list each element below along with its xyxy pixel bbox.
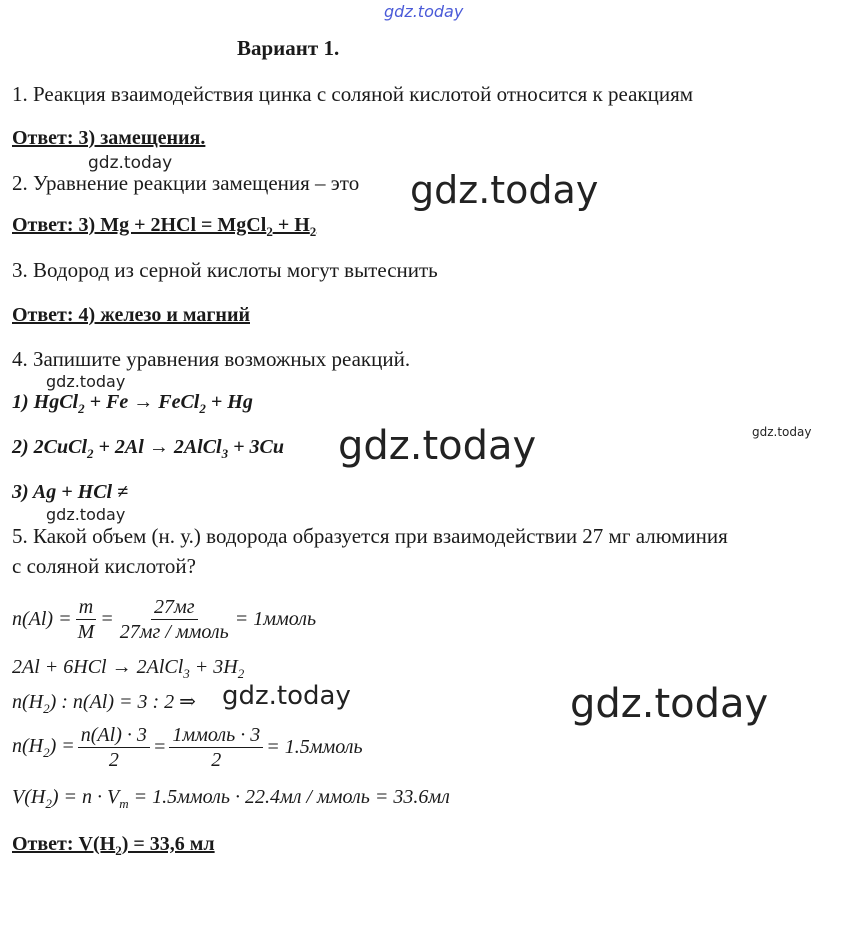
reaction-2 [12,436,284,462]
formula-3 [12,689,196,717]
equals-sign-2: = [152,736,167,758]
formula-2-a: 2Al + 6HCl → 2AlCl [12,656,184,678]
page-title: Вариант 1. [237,36,340,60]
watermark-large-1: gdz.today [410,168,599,212]
fraction-1mmol-den: 2 [211,749,222,771]
formula-3-a: n(H [12,691,44,713]
reaction-2-s1: 2 [87,446,94,461]
answer-5-s: 2 [115,843,122,858]
equals-sign: = [100,608,114,630]
question-5-line-2: с соляной кислотой? [12,554,196,578]
formula-4-lhs [12,735,75,761]
watermark-large-2: gdz.today [338,423,537,469]
reaction-1-c: + Hg [205,391,253,413]
formula-4-s: 2 [43,744,50,760]
formula-5-c: = 1.5ммоль · 22.4мл / ммоль = 33.6мл [128,786,450,808]
watermark-small-4: gdz.today [46,505,126,524]
watermark-medium: gdz.today [222,681,351,711]
formula-1 [12,596,316,643]
formula-5-b: ) = n · V [51,786,120,808]
reaction-1-s2: 2 [199,401,206,416]
fraction-1mmol-times-3 [169,724,263,771]
answer-5-a: Ответ: V(H [12,833,116,855]
fraction-molar: 27мг / ммоль [119,621,229,643]
watermark-large-3: gdz.today [570,681,769,727]
formula-4-b: ) = [49,734,75,757]
fraction-nal-times-3 [78,724,150,771]
fraction-m-over-M [75,596,98,643]
answer-2 [12,214,316,240]
question-4: 4. Запишите уравнения возможных реакций. [12,347,411,371]
formula-2-s2: 2 [237,666,245,681]
question-3: 3. Водород из серной кислоты могут вытеснить [12,258,438,282]
fraction-m: m [76,596,96,620]
fraction-mass: 27мг [151,596,198,620]
answer-5-b: ) = 33,6 мл [121,833,215,855]
fraction-M: M [77,621,95,643]
formula-4 [12,724,363,771]
fraction-nal-num: n(Al) · 3 [78,724,150,748]
reaction-2-s2: 3 [221,446,229,461]
reaction-2-a: 2) 2CuCl [12,436,88,458]
formula-2-s1: 3 [183,666,190,681]
formula-5-s1: 2 [45,796,52,811]
question-1: 1. Реакция взаимодействия цинка с соляной кислотой относится к реакциям [12,82,694,106]
reaction-1-b: + Fe → FeCl [84,391,200,413]
formula-5-a: V(H [12,786,46,808]
answer-2-prefix: Ответ: 3) Mg + 2HCl = MgCl [12,214,267,236]
reaction-2-b: + 2Al → 2AlCl [93,436,222,458]
answer-5 [12,833,215,859]
watermark-small-3: gdz.today [752,425,812,439]
reaction-1-a: 1) HgCl [12,391,79,413]
question-2: 2. Уравнение реакции замещения – это [12,171,360,195]
answer-1: Ответ: 3) замещения. [12,127,206,149]
formula-5-s2: m [119,796,129,811]
formula-5 [12,786,450,812]
reaction-2-c: + 3Cu [228,436,284,458]
formula-1-lhs: n(Al) = [12,608,72,630]
answer-2-mid: + H [272,214,310,236]
formula-2 [12,656,244,682]
reaction-3: 3) Ag + HCl ≠ [12,481,129,503]
question-5-line-1: 5. Какой объем (н. у.) водорода образуется при взаимодействии 27 мг алюминия [12,524,728,548]
formula-3-s: 2 [43,701,50,716]
answer-3: Ответ: 4) железо и магний [12,304,250,326]
fraction-1mmol-num: 1ммоль · 3 [169,724,263,748]
answer-2-sub2: 2 [309,224,317,239]
watermark-small-2: gdz.today [46,372,126,391]
formula-4-result: = 1.5ммоль [266,736,363,758]
watermark-top: gdz.today [384,2,464,21]
formula-2-b: + 3H [189,656,238,678]
reaction-1-s1: 2 [78,401,85,416]
watermark-small-1: gdz.today [88,153,173,173]
reaction-1 [12,391,253,417]
formula-4-a: n(H [12,734,44,757]
formula-3-b: ) : n(Al) = 3 : 2 ⇒ [49,691,196,713]
formula-1-result: = 1ммоль [234,608,317,630]
fraction-mass-over-molar [117,596,232,643]
answer-2-sub1: 2 [266,224,273,239]
fraction-nal-den: 2 [108,749,119,771]
